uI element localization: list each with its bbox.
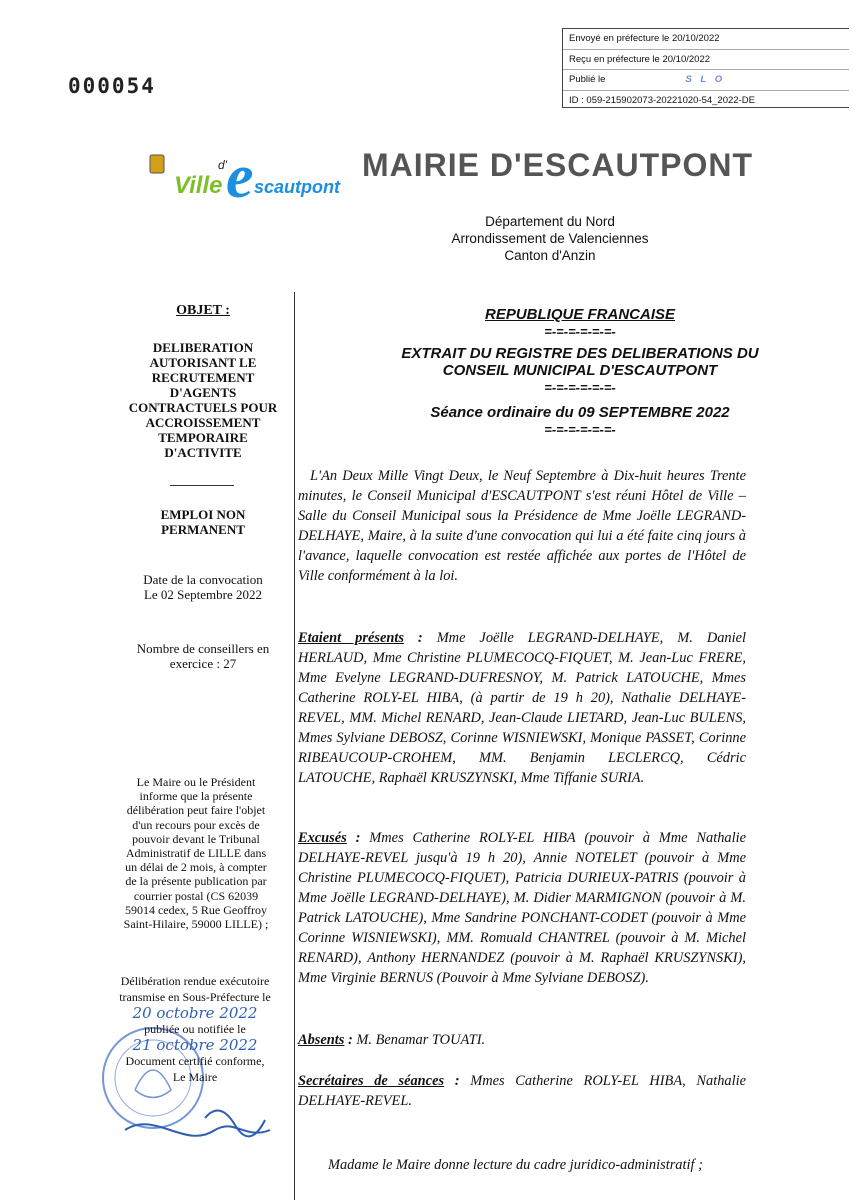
seance-heading: [300, 404, 860, 438]
department-line: Département du Nord: [485, 214, 615, 229]
presents-text: Mme Joëlle LEGRAND-DELHAYE, M. Daniel HERLAUD, Mme Christine PLUMECOCQ-FIQUET, M. Jean-Luc FRERE, Mme Evelyne LEGRAND-DUFRESNOY, M. Patrick LATOUCHE, Mmes Catherine ROLY-EL HIBA, (à partir de 19 h 20), Nathalie DELHAYE-REVEL, MM. Michel RENARD, Jean-Claude LIETARD, Jean-Luc BULENS, Mmes Sylviane DEBOSZ, Corinne WISNIEWSKI, Monique PASSET, Corinne RIBEAUCOUP-CROHEM, MM. Benjamin LECLERCQ, Cédric LATOUCHE, Raphaël KRUSZYNSKI, Mme Tiffanie SURIA.: [298, 630, 746, 786]
prefecture-stamp: [562, 28, 849, 108]
madame-text: Madame le Maire donne lecture du cadre juridico-administratif ;: [328, 1157, 703, 1173]
conseillers-count: [114, 641, 292, 671]
secretaires-text: Mmes Catherine ROLY-EL HIBA, Nathalie DELHAYE-REVEL.: [298, 1073, 746, 1109]
madame-paragraph: [298, 1155, 746, 1175]
convocation-line: Date de la convocation: [143, 572, 263, 587]
stamp-publie: Publié le S L O: [563, 70, 849, 91]
secretaires-label: Secrétaires de séances: [298, 1073, 445, 1089]
handwritten-date: 20 octobre 2022: [132, 1004, 258, 1022]
intro-text: L'An Deux Mille Vingt Deux, le Neuf Septembre à Dix-huit heures Trente minutes, le Conseil Municipal d'ESCAUTPONT s'est réuni Hôtel de Ville – Salle du Conseil Municipal sous la Présidence de Mme Joëlle LEGRAND-DELHAYE, Maire, à la suite d'une convocation qui lui a été faite cinq jours à l'avance, laquelle convocation est restée affichée aux portes de l'Hôtel de Ville conformément à la loi.: [298, 468, 746, 584]
deliberation-subject: [114, 340, 292, 460]
republique-label: REPUBLIQUE FRANCAISE: [484, 306, 675, 323]
seance-label: Séance ordinaire du 09 SEPTEMBRE 2022: [430, 404, 730, 421]
rendue-line: Délibération rendue exécutoire: [120, 974, 270, 988]
recours-line: un délai de 2 mois, à compter: [125, 860, 267, 875]
convocation-date: [114, 572, 292, 602]
subject-line: CONTRACTUELS POUR: [128, 400, 278, 415]
recours-line: Saint-Hilaire, 59000 LILLE) ;: [123, 917, 269, 932]
rendue-line: Le Maire: [172, 1070, 218, 1084]
document-number: 000054: [68, 74, 156, 98]
subject-line: TEMPORAIRE: [158, 430, 248, 445]
stamp-recu: Reçu en préfecture le 20/10/2022: [563, 50, 849, 71]
absents-label: Absents: [298, 1032, 345, 1048]
excuses-label: Excusés: [298, 830, 347, 846]
logo-ville: Ville: [174, 172, 223, 199]
subject-line: DELIBERATION: [152, 340, 254, 355]
count-line: Nombre de conseillers en: [136, 641, 270, 656]
extrait-heading: [300, 345, 860, 396]
extrait-line-1: EXTRAIT DU REGISTRE DES DELIBERATIONS DU: [401, 345, 759, 362]
left-separator: [170, 485, 234, 486]
equals-divider: =-=-=-=-=-=-: [544, 422, 616, 437]
emploi-type: [114, 507, 292, 537]
subject-line: D'AGENTS: [169, 385, 237, 400]
absents-paragraph: Absents : M. Benamar TOUATI.: [298, 1032, 486, 1048]
recours-line: Administratif de LILLE dans: [125, 846, 267, 861]
excuses-text: Mmes Catherine ROLY-EL HIBA (pouvoir à Mme Nathalie DELHAYE-REVEL jusqu'à 19 h 20), Annie NOTELET (pouvoir à Mme Christine PLUMECOCQ-FIQUET), Patricia DURIEUX-PATRIS (pouvoir à Mme Joëlle LEGRAND-DELHAYE), M. Didier MARMIGNON (pouvoir à M. Patrick LATOUCHE), Mme Sandrine PONCHANT-CODET (pouvoir à Mme Corinne WISNIEWSKI), MM. Romuald CHANTREL (pouvoir à M. Michel RENARD), Anthony HERNANDEZ (pouvoir à M. Raphaël KRUSZYNSKI), Mme Virginie BERNUS (Pouvoir à Mme Sylviane DEBOSZ).: [298, 830, 746, 986]
presents-label: Etaient présents: [298, 630, 404, 646]
absents-text: M. Benamar TOUATI.: [356, 1032, 486, 1048]
presents-paragraph: Etaient présents : Mme Joëlle LEGRAND-DELHAYE, M. Daniel HERLAUD, Mme Christine PLUMECOCQ-FIQUET, M. Jean-Luc FRERE, Mme Evelyne LEGRAND-DUFRESNOY, M. Patrick LATOUCHE, Mmes Catherine ROLY-EL HIBA, (à partir de 19 h 20), Nathalie DELHAYE-REVEL, MM. Michel RENARD, Jean-Claude LIETARD, Jean-Luc BULENS, Mmes Sylviane DEBOSZ, Corinne WISNIEWSKI, Monique PASSET, Corinne RIBEAUCOUP-CROHEM, MM. Benjamin LECLERCQ, Cédric LATOUCHE, Raphaël KRUSZYNSKI, Mme Tiffanie SURIA.: [298, 630, 746, 786]
objet-label: OBJET :: [176, 303, 230, 318]
subject-line: RECRUTEMENT: [151, 370, 255, 385]
rendue-line: transmise en Sous-Préfecture le: [119, 990, 271, 1004]
subject-line: AUTORISANT LE: [149, 355, 257, 370]
department-block: [400, 213, 700, 264]
arrondissement-line: Arrondissement de Valenciennes: [451, 231, 649, 246]
recours-line: Le Maire ou le Président: [136, 775, 256, 789]
recours-line: d'un recours pour excès de: [132, 817, 260, 832]
recours-notice: [106, 775, 286, 931]
handwritten-date: 21 octobre 2022: [132, 1036, 258, 1054]
recours-line: pouvoir devant le Tribunal: [132, 831, 260, 846]
rendue-line: publiée ou notifiée le: [144, 1022, 246, 1036]
recours-line: de la présente publication par: [125, 874, 267, 889]
emploi-line: PERMANENT: [161, 522, 245, 537]
republique-heading: [300, 306, 860, 340]
executoire-block: [102, 973, 288, 1085]
stamp-id: ID : 059-215902073-20221020-54_2022-DE: [569, 94, 755, 106]
logo-e: e: [226, 143, 254, 211]
secretaires-paragraph: Secrétaires de séances : Mmes Catherine ROLY-EL HIBA, Nathalie DELHAYE-REVEL.: [298, 1073, 746, 1109]
rendue-line: Document certifié conforme,: [125, 1054, 265, 1068]
page-title: MAIRIE D'ESCAUTPONT: [362, 147, 754, 183]
subject-line: D'ACTIVITE: [164, 445, 242, 460]
canton-line: Canton d'Anzin: [504, 248, 596, 263]
emploi-line: EMPLOI NON: [160, 507, 246, 522]
excuses-paragraph: Excusés : Mmes Catherine ROLY-EL HIBA (pouvoir à Mme Nathalie DELHAYE-REVEL jusqu'à 19 h 20), Annie NOTELET (pouvoir à Mme Christine PLUMECOCQ-FIQUET), Patricia DURIEUX-PATRIS (pouvoir à Mme Joëlle LEGRAND-DELHAYE), M. Didier MARMIGNON (pouvoir à M. Patrick LATOUCHE), Mme Sandrine PONCHANT-CODET (pouvoir à Mme Corinne WISNIEWSKI), MM. Romuald CHANTREL (pouvoir à M. Michel RENARD), Anthony HERNANDEZ (pouvoir à M. Raphaël KRUSZYNSKI), Mme Virginie BERNUS (Pouvoir à Mme Sylviane DEBOSZ).: [298, 830, 746, 986]
logo-scautpont: scautpont: [254, 177, 341, 197]
recours-line: courrier postal (CS 62039: [133, 888, 259, 903]
subject-line: ACCROISSEMENT: [145, 415, 261, 430]
equals-divider: =-=-=-=-=-=-: [544, 324, 616, 339]
extrait-line-2: CONSEIL MUNICIPAL D'ESCAUTPONT: [442, 362, 718, 379]
logo-d: d': [218, 158, 227, 172]
recours-line: informe que la présente: [139, 789, 253, 804]
recours-line: délibération peut faire l'objet: [126, 803, 266, 818]
count-line: exercice : 27: [169, 656, 237, 671]
convocation-line: Le 02 Septembre 2022: [143, 587, 263, 602]
recours-line: 59014 cedex, 5 Rue Geoffroy: [124, 902, 268, 917]
escautpont-logo: [148, 143, 341, 211]
equals-divider: =-=-=-=-=-=-: [544, 380, 616, 395]
intro-paragraph: [298, 466, 746, 586]
stamp-envoye: Envoyé en préfecture le 20/10/2022: [563, 29, 849, 50]
